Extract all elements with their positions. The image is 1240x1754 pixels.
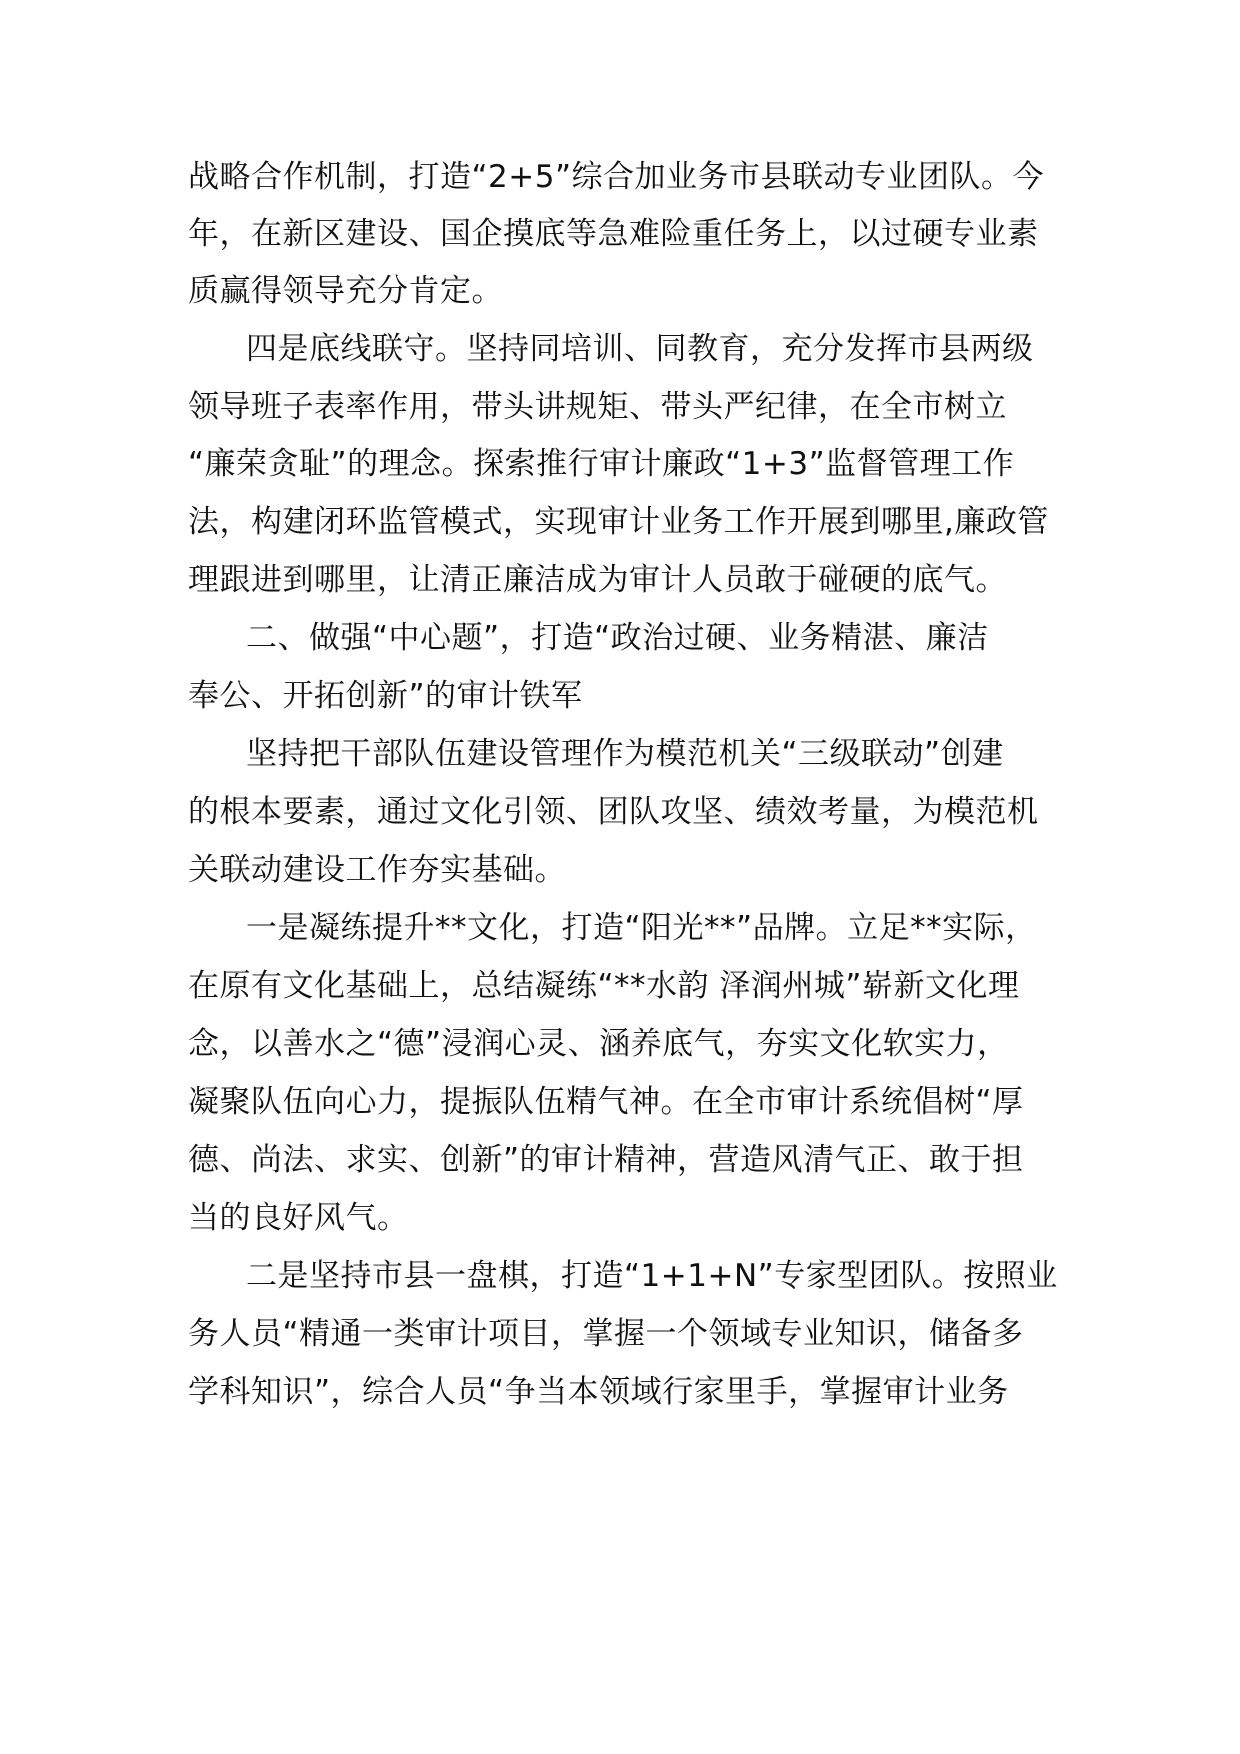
text-line: 德、尚法、求实、创新”的审计精神，营造风清气正、敢于担 xyxy=(188,1142,1024,1178)
text-line: 务人员“精通一类审计项目，掌握一个领域专业知识，储备多 xyxy=(188,1316,1024,1352)
text-line: 的根本要素，通过文化引领、团队攻坚、绩效考量，为模范机 xyxy=(188,794,1039,830)
text-line: “廉荣贪耻”的理念。探索推行审计廉政“1+3”监督管理工作 xyxy=(188,446,1015,482)
text-line: 学科知识”，综合人员“争当本领域行家里手，掌握审计业务 xyxy=(188,1374,1009,1410)
text-line: 四是底线联守。坚持同培训、同教育，充分发挥市县两级 xyxy=(246,331,1034,367)
text-line: 二是坚持市县一盘棋，打造“1+1+N”专家型团队。按照业 xyxy=(246,1258,1058,1294)
text-line: 领导班子表率作用，带头讲规矩、带头严纪律，在全市树立 xyxy=(188,389,1007,425)
text-line: 关联动建设工作夯实基础。 xyxy=(188,852,566,888)
text-line: 凝聚队伍向心力，提振队伍精气神。在全市审计系统倡树“厚 xyxy=(188,1084,1024,1120)
text-line: 念，以善水之“德”浸润心灵、涵养底气，夯实文化软实力， xyxy=(188,1026,1009,1062)
text-line: 质赢得领导充分肯定。 xyxy=(188,273,503,309)
text-line: 理跟进到哪里，让清正廉洁成为审计人员敢于碰硬的底气。 xyxy=(188,562,1007,598)
text-line: 在原有文化基础上，总结凝练“**水韵 泽润州城”崭新文化理 xyxy=(188,968,1020,1004)
text-line: 法，构建闭环监管模式，实现审计业务工作开展到哪里,廉政管 xyxy=(188,504,1049,540)
text-line: 战略合作机制，打造“2+5”综合加业务市县联动专业团队。今 xyxy=(188,159,1045,195)
text-line: 当的良好风气。 xyxy=(188,1200,409,1236)
section-heading-line: 二、做强“中心题”，打造“政治过硬、业务精湛、廉洁 xyxy=(246,620,989,656)
section-heading-line: 奉公、开拓创新”的审计铁军 xyxy=(188,678,583,714)
text-line: 坚持把干部队伍建设管理作为模范机关“三级联动”创建 xyxy=(246,736,1004,772)
text-line: 一是凝练提升**文化，打造“阳光**”品牌。立足**实际， xyxy=(246,910,1037,946)
text-line: 年，在新区建设、国企摸底等急难险重任务上，以过硬专业素 xyxy=(188,216,1039,252)
